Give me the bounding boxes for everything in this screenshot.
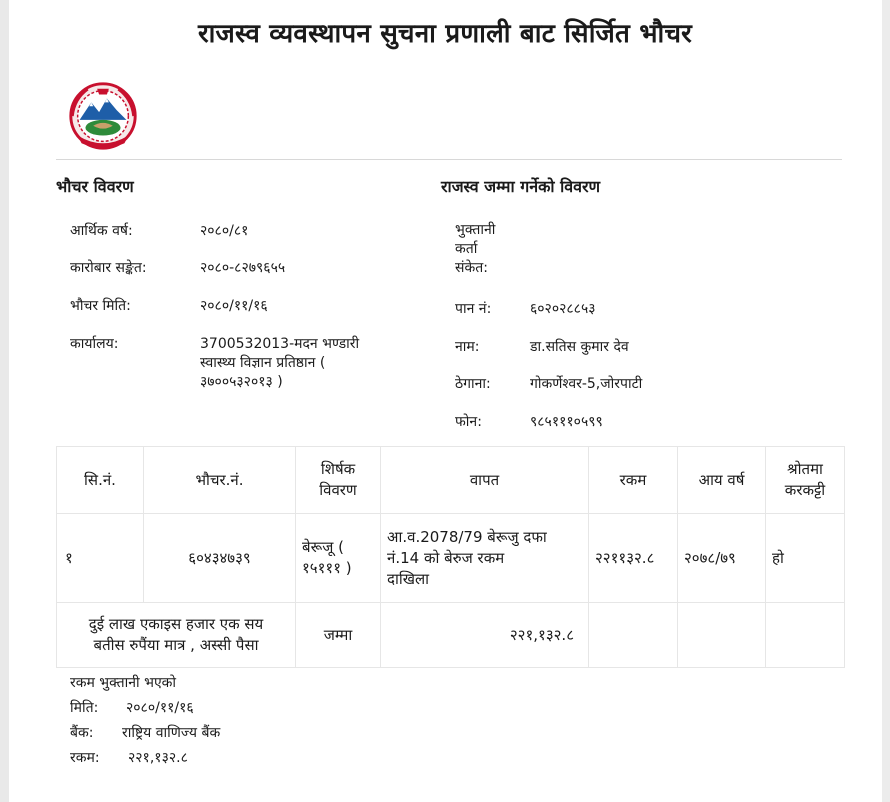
row-heading-line2: १५१११ )	[302, 559, 352, 577]
row-heading	[296, 514, 381, 603]
total-empty-cell	[589, 603, 678, 668]
transaction-code-value: २०८०-८२७९६५५	[200, 260, 286, 276]
document-title: राजस्व व्यवस्थापन सुचना प्रणाली बाट सिर्जित भौचर	[197, 19, 693, 49]
name-value: डा.सतिस कुमार देव	[530, 339, 629, 355]
header-income-year: आय वर्ष	[678, 447, 766, 514]
header-amount: रकम	[589, 447, 678, 514]
total-empty-cell	[678, 603, 766, 668]
voucher-date-label: भौचर मिति:	[70, 298, 131, 314]
transaction-code-label: कारोबार सङ्केत:	[70, 260, 147, 276]
office-value-line2: स्वास्थ्य विज्ञान प्रतिष्ठान (	[200, 355, 326, 371]
row-amount: २२११३२.८	[589, 514, 678, 603]
phone-label: फोन:	[455, 414, 482, 430]
row-sn: १	[57, 514, 144, 603]
payer-code-label-line3: संकेत:	[455, 260, 488, 276]
row-heading-line1: बेरूजू (	[302, 538, 344, 556]
divider	[56, 159, 842, 160]
row-voucher-no: ६०४३४७३९	[144, 514, 296, 603]
header-heading-detail-line2: विवरण	[319, 481, 357, 499]
amount-in-words-line2: बतीस रुपैंया मात्र , अस्सी पैसा	[93, 636, 259, 654]
amount-in-words	[57, 603, 296, 668]
header-source-deduction	[766, 447, 845, 514]
row-income-year: २०७८/७९	[678, 514, 766, 603]
payer-code-label-line2: कर्ता	[455, 241, 478, 257]
depositor-details-heading: राजस्व जम्मा गर्नेको विवरण	[441, 177, 601, 196]
header-heading-detail-line1: शिर्षक	[320, 460, 356, 478]
total-empty-cell	[766, 603, 845, 668]
address-value: गोकर्णेश्वर-5,जोरपाटी	[530, 376, 643, 392]
header-description: वापत	[381, 447, 589, 514]
header-source-deduction-line2: करकट्टी	[784, 481, 826, 499]
row-description-line1: आ.व.2078/79 बेरूजु दफा	[387, 527, 547, 546]
header-source-deduction-line1: श्रोतमा	[787, 460, 823, 478]
page-left-edge	[0, 0, 9, 802]
page-right-edge	[882, 0, 890, 802]
name-label: नाम:	[455, 339, 480, 355]
row-description	[381, 514, 589, 603]
voucher-table	[56, 446, 845, 668]
header-voucher-no: भौचर.नं.	[144, 447, 296, 514]
office-label: कार्यालय:	[70, 336, 119, 352]
pan-value: ६०२०२८८५३	[530, 301, 596, 317]
phone-value: ९८५१११०५९९	[530, 414, 603, 430]
table-row	[57, 514, 845, 603]
nepal-emblem-icon	[64, 77, 142, 155]
pan-label: पान नं:	[455, 301, 492, 317]
payment-amount-value: २२१,१३२.८	[128, 750, 188, 766]
fiscal-year-label: आर्थिक वर्ष:	[70, 223, 133, 239]
amount-in-words-line1: दुई लाख एकाइस हजार एक सय	[88, 615, 264, 633]
office-value-line3: ३७००५३२०१३ )	[200, 374, 283, 390]
voucher-details-heading: भौचर विवरण	[56, 177, 134, 196]
header-heading-detail	[296, 447, 381, 514]
fiscal-year-value: २०८०/८१	[200, 223, 249, 239]
payment-date-value: २०८०/११/१६	[126, 700, 194, 716]
payment-bank-value: राष्ट्रिय वाणिज्य बैंक	[122, 725, 221, 741]
table-header-row	[57, 447, 845, 514]
total-label: जम्मा	[296, 603, 381, 668]
row-source-deduction: हो	[766, 514, 845, 603]
total-value: २२१,१३२.८	[381, 603, 589, 668]
payment-heading: रकम भुक्तानी भएको	[70, 675, 177, 691]
table-total-row	[57, 603, 845, 668]
address-label: ठेगाना:	[455, 376, 491, 392]
payment-bank-label: बैंक:	[70, 725, 94, 741]
payment-date-label: मिति:	[70, 700, 99, 716]
row-description-line2: नं.14 को बेरुज रकम	[387, 548, 505, 567]
payment-amount-label: रकम:	[70, 750, 100, 766]
row-description-line3: दाखिला	[387, 569, 430, 588]
payer-code-label-line1: भुक्तानी	[455, 222, 496, 238]
office-value-line1: 3700532013-मदन भण्डारी	[200, 336, 360, 352]
header-sn: सि.नं.	[57, 447, 144, 514]
voucher-date-value: २०८०/११/१६	[200, 298, 268, 314]
